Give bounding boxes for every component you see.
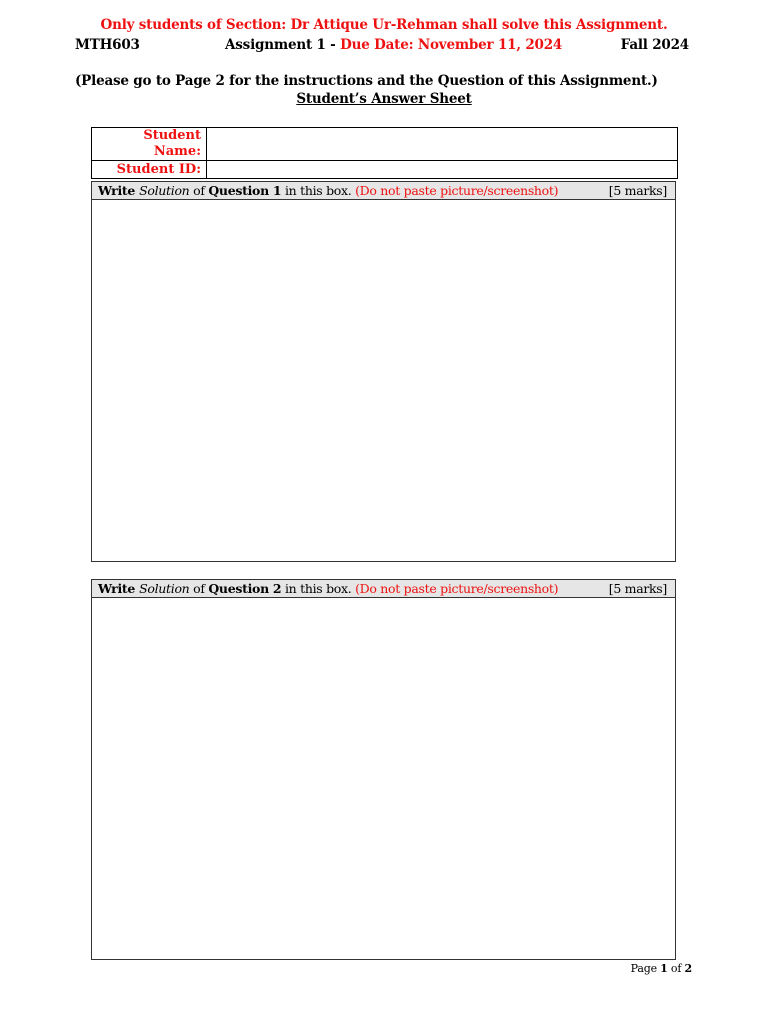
due-date: Due Date: November 11, 2024 [340, 37, 563, 53]
question-2-box-header [92, 580, 675, 598]
student-id-field[interactable] [207, 161, 677, 177]
write-label: Write [98, 581, 140, 596]
current-page: 1 [660, 962, 668, 975]
question-1-box-header [92, 182, 675, 200]
student-id-row [92, 161, 678, 179]
total-pages: 2 [684, 962, 692, 975]
of-word: of [667, 962, 685, 975]
question-1-answer-area[interactable] [92, 200, 675, 561]
sheet-title: Student’s Answer Sheet [296, 91, 472, 107]
semester: Fall 2024 [620, 37, 689, 53]
screenshot-warning: (Do not paste picture/screenshot) [355, 581, 559, 596]
page-number [631, 962, 692, 975]
student-name-row [92, 128, 678, 161]
student-name-field[interactable] [207, 136, 677, 152]
question-2-answer-area[interactable] [92, 598, 675, 959]
question-1-answer-box [91, 181, 676, 562]
student-name-cell [207, 128, 678, 161]
page-word: Page [630, 962, 661, 975]
solution-label: Solution [139, 183, 190, 198]
student-info-table [91, 127, 678, 179]
course-code: MTH603 [75, 37, 140, 53]
marks-label: [5 marks] [608, 183, 667, 198]
student-name-label: Student Name: [92, 128, 207, 161]
in-box-label: in this box. [281, 183, 356, 198]
question-number: Question 2 [208, 581, 282, 596]
student-id-label: Student ID: [92, 161, 207, 179]
solution-label: Solution [139, 581, 190, 596]
document-header [75, 37, 689, 55]
section-notice: Only students of Section: Dr Attique Ur-Rehman shall solve this Assignment. [100, 17, 668, 33]
question-number: Question 1 [208, 183, 282, 198]
instruction-text: (Please go to Page 2 for the instructions and the Question of this Assignment.) [75, 73, 658, 89]
marks-label: [5 marks] [608, 581, 667, 596]
screenshot-warning: (Do not paste picture/screenshot) [355, 183, 559, 198]
in-box-label: in this box. [281, 581, 356, 596]
of-label: of [189, 183, 209, 198]
assignment-title [225, 37, 562, 53]
assignment-label: Assignment 1 - [225, 37, 341, 53]
write-label: Write [98, 183, 140, 198]
student-id-cell [207, 161, 678, 179]
of-label: of [189, 581, 209, 596]
question-2-answer-box [91, 579, 676, 960]
